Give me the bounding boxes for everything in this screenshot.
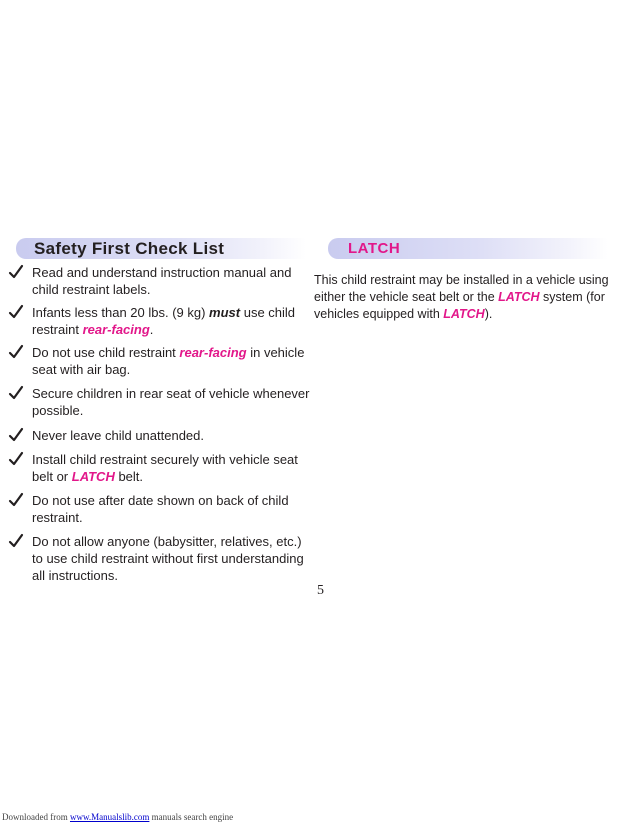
latch-emphasis: LATCH	[498, 290, 540, 304]
checkmark-icon	[8, 304, 24, 320]
checkmark-icon	[8, 344, 24, 360]
download-footer: Downloaded from www.Manualslib.com manuals search engine	[2, 812, 234, 822]
checkmark-icon	[8, 451, 24, 467]
checklist-item-text: Install child restraint securely with vehicle seat belt or LATCH belt.	[32, 452, 298, 484]
checkmark-icon	[8, 533, 24, 549]
latch-paragraph: This child restraint may be installed in a vehicle using either the vehicle seat belt or the LATCH system (for vehicles equipped with LATCH).	[314, 273, 609, 321]
checklist-item-text: Secure children in rear seat of vehicle whenever possible.	[32, 386, 310, 418]
checklist-item-text: Do not use after date shown on back of child restraint.	[32, 493, 289, 525]
checklist-header-bar	[16, 238, 306, 259]
latch-header-bar	[328, 238, 608, 259]
latch-title: LATCH	[348, 240, 401, 257]
checklist-title: Safety First Check List	[34, 239, 225, 258]
checkmark-icon	[8, 492, 24, 508]
checkmark-icon	[8, 264, 24, 280]
checkmark-icon	[8, 385, 24, 401]
checklist-item-text: Read and understand instruction manual and child restraint labels.	[32, 265, 292, 297]
latch-emphasis: LATCH	[443, 307, 485, 321]
checklist-item-text: Do not use child restraint rear-facing in vehicle seat with air bag.	[32, 345, 305, 377]
rear-facing-emphasis: rear-facing	[82, 322, 150, 337]
checklist-item-text: Infants less than 20 lbs. (9 kg) must use child restraint rear-facing.	[32, 305, 296, 337]
page-number: 5	[317, 583, 324, 598]
rear-facing-emphasis: rear-facing	[179, 345, 247, 360]
manualslib-link[interactable]: www.Manualslib.com	[69, 812, 150, 822]
checklist-item-text: Never leave child unattended.	[32, 428, 205, 443]
latch-emphasis: LATCH	[71, 469, 115, 484]
checkmark-icon	[8, 427, 24, 443]
must-emphasis: must	[209, 305, 241, 320]
checklist-item-text: Do not allow anyone (babysitter, relatives, etc.) to use child restraint without first understanding all instructions.	[32, 534, 304, 583]
